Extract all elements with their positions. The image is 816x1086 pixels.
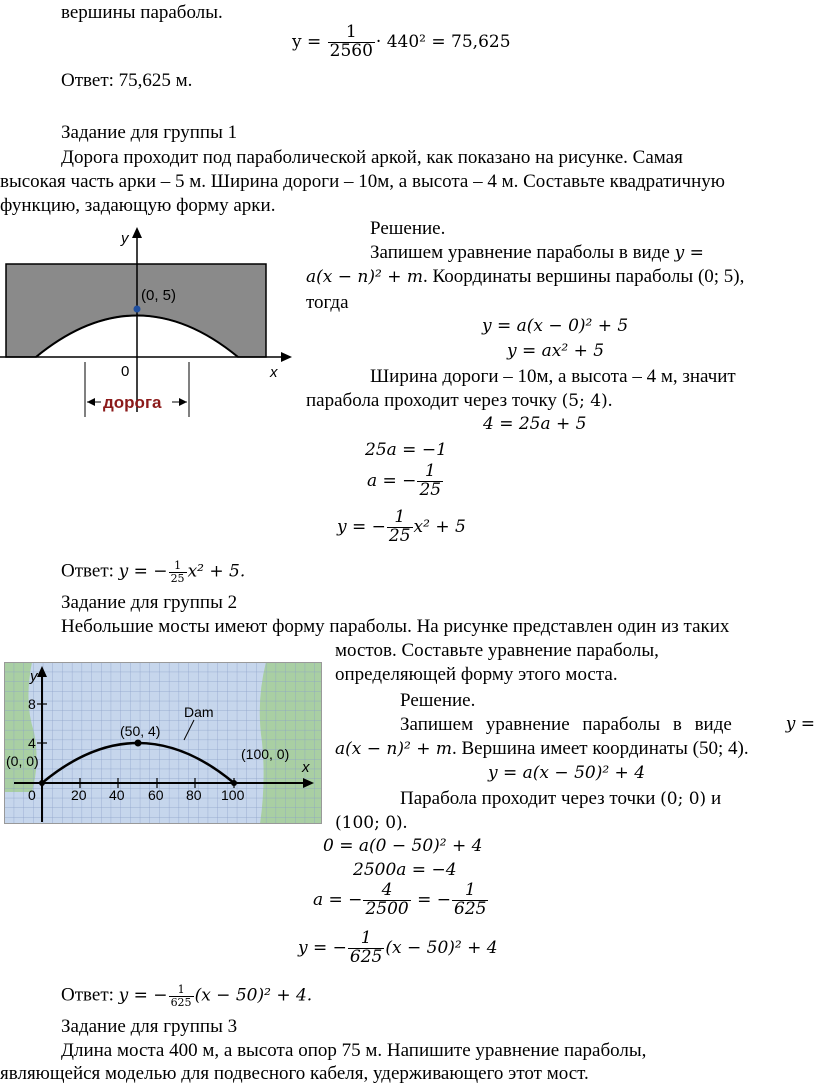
x-tick-label: 80 [186, 787, 202, 803]
vertex-point [134, 306, 141, 313]
solution-text: Парабола проходит через точки (0; 0) и [400, 788, 722, 809]
equation: y = − $\frac{1}{25}$ x² + 5 [337, 507, 466, 546]
problem-line: Дорога проходит под параболической аркой, как показано на рисунке. Самая [61, 147, 683, 168]
text-line: вершины параболы. [61, 2, 223, 23]
x-axis-label: x [302, 759, 310, 776]
vertex-label: (50, 4) [120, 723, 161, 739]
x-tick-label: 40 [109, 787, 125, 803]
equation: 4 = 25a + 5 [483, 414, 587, 434]
dam-label: Dam [184, 704, 214, 720]
equation: y = a(x − 0)² + 5 [482, 316, 629, 336]
equation: a = − $\frac{4}{2500}$ = − $\frac{1}{625}$ [313, 880, 487, 919]
problem-line: являющейся моделью для подвесного кабеля, удерживающего этот мост. [0, 1063, 589, 1084]
problem-line: определяющей форму этого моста. [335, 664, 618, 685]
bridge-figure [4, 662, 322, 824]
group-title: Задание для группы 2 [61, 592, 238, 613]
problem-line: мостов. Составьте уравнение параболы, [335, 640, 659, 661]
x-axis-label: x [270, 364, 278, 381]
equation: 0 = a(0 − 50)² + 4 [323, 836, 483, 856]
y-tick-label: 0 [28, 787, 36, 803]
group-title: Задание для группы 1 [61, 122, 238, 143]
equation: 25a = −1 [365, 440, 447, 460]
equation: y = − $\frac{1}{625}$ (x − 50)² + 4 [298, 928, 498, 967]
solution-text: тогда [306, 292, 349, 313]
solution-text: Запишем уравнение параболы в виде y = [370, 242, 704, 263]
x-tick-label: 60 [148, 787, 164, 803]
x-tick-label: 20 [71, 787, 87, 803]
origin-label: 0 [121, 363, 130, 380]
equation: y = $\frac{1}{2560}$ · 440² = 75,625 [292, 22, 511, 61]
solution-label: Решение. [370, 218, 446, 239]
y-tick-label: 8 [28, 696, 36, 712]
solution-label: Решение. [400, 690, 476, 711]
equation: a = − $\frac{1}{25}$ [367, 461, 442, 500]
problem-line: Длина моста 400 м, а высота опор 75 м. Напишите уравнение параболы, [61, 1040, 647, 1061]
road-label: дорога [103, 393, 162, 412]
problem-line: Небольшие мосты имеют форму параболы. На рисунке представлен один из таких [61, 616, 730, 637]
road-arrow-left-head [87, 398, 95, 406]
y-axis-label: y [30, 668, 38, 685]
equation: y = a(x − 50)² + 4 [488, 763, 646, 783]
group-title: Задание для группы 3 [61, 1016, 238, 1037]
vertex-point [135, 740, 142, 747]
right-point-label: (100, 0) [241, 746, 290, 762]
x-axis-arrow [281, 352, 292, 362]
solution-text: Запишем уравнение параболы в виде y = [400, 714, 815, 735]
answer-line: Ответ: y = − $\frac{1}{625}$ (x − 50)² + 4. [61, 983, 313, 1009]
solution-text: a(x − n)² + m. Координаты вершины параболы (0; 5), [306, 266, 745, 287]
problem-line: функцию, задающую форму арки. [0, 195, 276, 216]
equation: y = ax² + 5 [507, 341, 605, 361]
y-tick-label: 4 [28, 735, 36, 751]
solution-text: a(x − n)² + m. Вершина имеет координаты (50; 4). [335, 738, 749, 759]
solution-text: Ширина дороги – 10м, а высота – 4 м, значит [370, 366, 736, 387]
right-point [231, 780, 237, 786]
y-axis-label: y [121, 230, 129, 247]
solution-text: (100; 0). [335, 812, 408, 833]
problem-line: высокая часть арки – 5 м. Ширина дороги – 10м, а высота – 4 м. Составьте квадратичную [0, 171, 725, 192]
arch-figure [0, 222, 300, 417]
x-tick-label: 100 [221, 787, 245, 803]
road-arrow-right-head [179, 398, 187, 406]
left-point [39, 780, 45, 786]
vertex-label: (0, 5) [141, 287, 177, 304]
y-axis-arrow [132, 227, 142, 238]
answer-line: Ответ: 75,625 м. [61, 70, 193, 91]
solution-text: парабола проходит через точку (5; 4). [306, 390, 613, 411]
left-point-label: (0, 0) [6, 753, 39, 769]
equation: 2500a = −4 [353, 860, 457, 880]
answer-line: Ответ: y = − $\frac{1}{25}$ x² + 5. [61, 559, 246, 585]
